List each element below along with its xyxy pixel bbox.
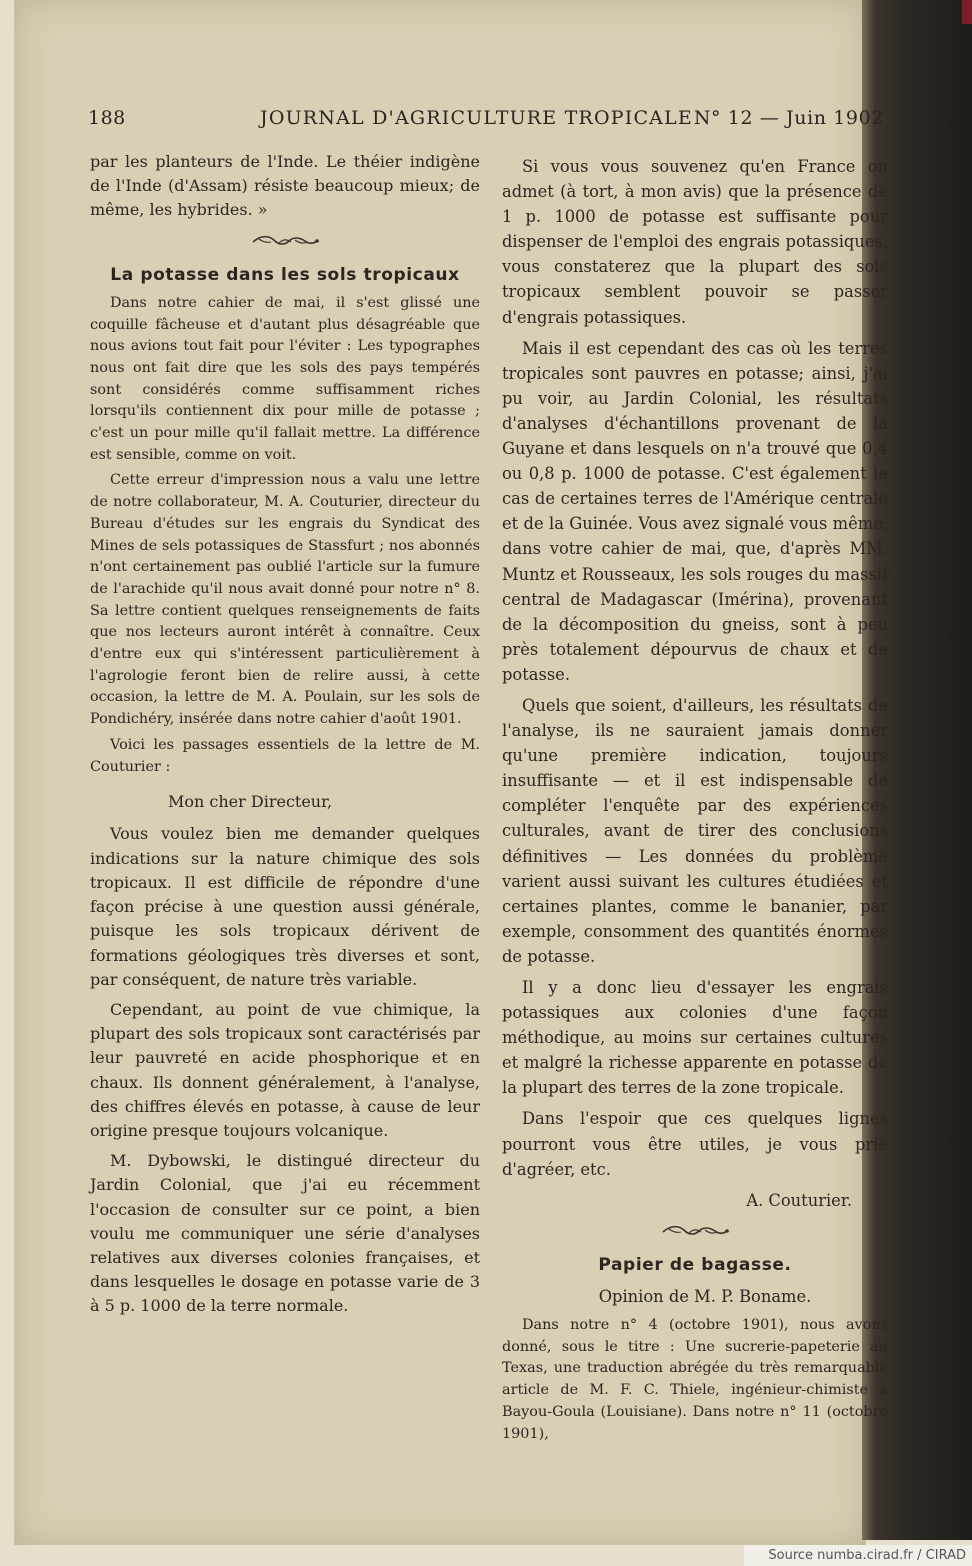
fleuron-icon <box>659 1223 731 1239</box>
section-title-bagasse: Papier de bagasse. <box>598 1254 792 1275</box>
running-header <box>88 107 884 137</box>
left-column <box>90 150 480 1325</box>
letter-paragraph: Cependant, au point de vue chimique, la plupart des sols tropicaux sont caractérisés par leur pauvreté en acide phosphorique et en chaux. Ils donnent généralement, à l'analyse, des chiffres élevés en potasse, à cause de leur origine presque toujours volcanique. <box>90 999 480 1140</box>
letter-paragraph: Il y a donc lieu d'essayer les engrais potassiques aux colonies d'une façon méthodique, au moins sur certaines cultures et malgré la richesse apparente en potasse de la plupart des terres de la zone tropicale. <box>502 978 888 1098</box>
letter-paragraph: M. Dybowski, le distingué directeur du Jardin Colonial, que j'ai eu récemment l'occasion de consulter sur ce point, a bien voulu me communiquer une série d'analyses relatives aux diverses colonies françaises, et dans lesquelles le dosage en potasse varie de 3 à 5 p. 1000 de la terre normale. <box>90 1151 480 1316</box>
page-number: 188 <box>88 107 126 129</box>
binding-ribbon <box>962 0 972 24</box>
bagasse-block <box>502 1315 888 1445</box>
salutation: Mon cher Directeur, <box>168 792 333 812</box>
section-subtitle: Opinion de M. P. Boname. <box>598 1286 812 1306</box>
continuation-paragraph: par les planteurs de l'Inde. Le théier indigène de l'Inde (d'Assam) résiste beaucoup mieux; de même, les hybrides. » <box>90 152 480 220</box>
fleuron-icon <box>249 233 321 249</box>
section-title-potasse: La potasse dans les sols tropicaux <box>110 264 460 285</box>
ornament-divider-2 <box>502 1223 888 1239</box>
letter-paragraph: Dans l'espoir que ces quelques lignes pourront vous être utiles, je vous prie d'agréer, etc. <box>502 1109 888 1179</box>
letter-paragraph: Quels que soient, d'ailleurs, les résultats de l'analyse, ils ne sauraient jamais donner qu'une première indication, toujours insuffisante — et il est indispensable de compléter l'enquête par des expériences culturales, avant de tirer des conclusions définitives — Les données du problème varient aussi suivant les cultures étudiées et certaines plantes, comme le bananier, par exemple, consomment des quantités énormes de potasse. <box>502 695 888 966</box>
journal-title: JOURNAL D'AGRICULTURE TROPICALE <box>260 107 693 129</box>
letter-paragraph: Mais il est cependant des cas où les terres tropicales sont pauvres en potasse; ainsi, j'ai pu voir, au Jardin Colonial, les résultats d'analyses d'échantillons provenant de la Guyane et dans lesquels on n'a trouvé que 0,4 ou 0,8 p. 1000 de potasse. C'est également le cas de certaines terres de l'Amérique centrale et de la Guinée. Vous avez signalé vous même, dans votre cahier de mai, que, d'après MM. Muntz et Rousseaux, les sols rouges du massif central de Madagascar (Imérina), provenant de la décomposition du gneiss, sont à peu près totalement dépourvus de chaux et de potasse. <box>502 338 888 684</box>
source-credit: Source numba.cirad.fr / CIRAD <box>744 1545 972 1566</box>
intro-paragraph: Voici les passages essentiels de la lettre de M. Couturier : <box>90 736 480 775</box>
letter-signature: A. Couturier. <box>746 1190 852 1210</box>
intro-paragraph: Cette erreur d'impression nous a valu une lettre de notre collaborateur, M. A. Couturier, directeur du Bureau d'études sur les engrais du Syndicat des Mines de sels potassiques de Stassfurt ; nos abonnés n'ont certainement pas oublié l'article sur la fumure de l'arachide qu'il nous avait donné pour notre n° 8. Sa lettre contient quelques renseignements de faits que nos lecteurs auront intérêt à connaître. Ceux d'entre eux qui s'intéressent particulièrement à l'agrologie feront bien de relire aussi, à cette occasion, la lettre de M. A. Poulain, sur les sols de Pondichéry, insérée dans notre cahier d'août 1901. <box>90 472 480 728</box>
ornament-divider-1 <box>90 233 480 249</box>
letter-paragraph: Si vous vous souvenez qu'en France on admet (à tort, à mon avis) que la présence de 1 p. 1000 de potasse est suffisante pour dispenser de l'emploi des engrais potassiques, vous constaterez que la plupart des sols tropicaux semblent pouvoir se passer d'engrais potassiques. <box>502 157 888 327</box>
bagasse-paragraph: Dans notre n° 4 (octobre 1901), nous avons donné, sous le titre : Une sucrerie-papeterie au Texas, une traduction abrégée du très remarquable article de M. F. C. Thiele, ingénieur-chimiste à Bayou-Goula (Louisiane). Dans notre n° 11 (octobre 1901), <box>502 1317 888 1442</box>
issue-info: N° 12 — Juin 1902 <box>693 107 884 129</box>
intro-block <box>90 293 480 778</box>
right-column <box>502 154 888 1449</box>
intro-paragraph: Dans notre cahier de mai, il s'est glissé une coquille fâcheuse et d'autant plus désagréable que nous avions tout fait pour l'éviter : Les typographes nous ont fait dire que les sols des pays tempérés sont considérés comme suffisamment riches lorsqu'ils contiennent dix pour mille de potasse ; c'est un pour mille qu'il fallait mettre. La différence est sensible, comme on voit. <box>90 294 480 463</box>
letter-paragraph: Vous voulez bien me demander quelques indications sur la nature chimique des sols tropicaux. Il est difficile de répondre d'une façon précise à une question aussi générale, puisque les sols tropicaux dérivent de formations géologiques très diverses et sont, par conséquent, de nature très variable. <box>90 824 480 989</box>
